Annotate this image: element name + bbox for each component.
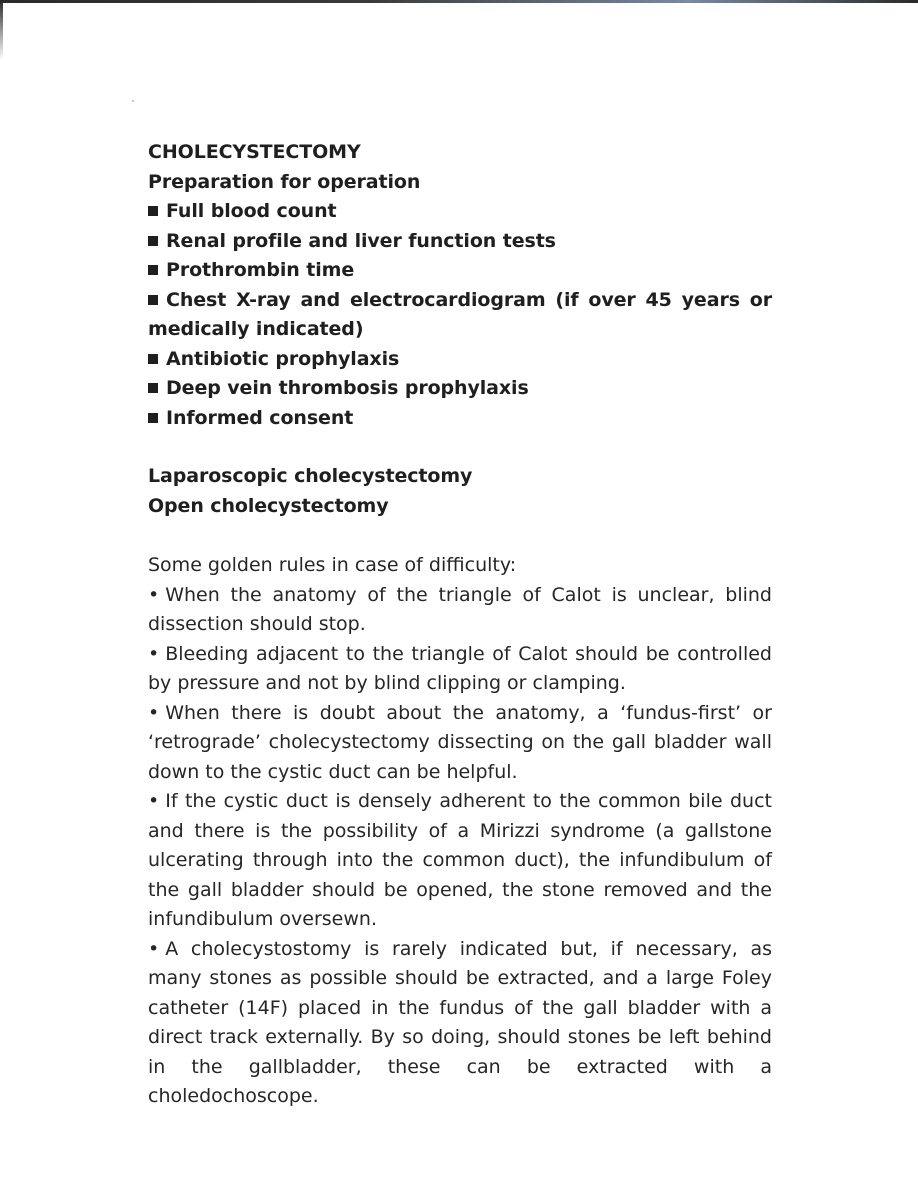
section-spacer <box>148 521 772 551</box>
rules-intro: Some golden rules in case of difficulty: <box>148 554 517 576</box>
preparation-item-text: Renal profile and liver function tests <box>166 229 556 252</box>
rule-text: When the anatomy of the triangle of Calot is unclear, blind dissection should stop. <box>148 583 772 635</box>
preparation-item <box>148 227 772 257</box>
document-body <box>148 132 772 1112</box>
rule-text: When there is doubt about the anatomy, a ‘fundus-first’ or ‘retrograde’ cholecystectomy dissecting on the gall bladder wall down to the cystic duct can be helpful. <box>148 701 772 783</box>
rule-item <box>148 581 772 640</box>
rule-item <box>148 640 772 699</box>
preparation-heading: Preparation for operation <box>148 170 421 193</box>
rule-text: Bleeding adjacent to the triangle of Calot should be controlled by pressure and not by blind clipping or clamping. <box>148 642 772 694</box>
square-bullet-icon <box>148 354 158 364</box>
rule-item <box>148 699 772 788</box>
preparation-item-text: Full blood count <box>166 200 337 222</box>
preparation-item <box>148 286 772 345</box>
square-bullet-icon <box>148 236 158 246</box>
square-bullet-icon <box>148 413 158 423</box>
preparation-item-text: Informed consent <box>166 406 354 429</box>
preparation-item <box>148 197 772 227</box>
preparation-item-text: Antibiotic prophylaxis <box>166 347 400 370</box>
section-spacer <box>148 433 772 462</box>
preparation-list <box>148 197 772 433</box>
preparation-item-text: Chest X-ray and electrocardiogram (if over 45 years or medically indicated) <box>148 288 772 340</box>
scan-border-top <box>0 0 918 3</box>
rules-list <box>148 581 772 1112</box>
preparation-item <box>148 345 772 375</box>
preparation-item <box>148 374 772 404</box>
preparation-item <box>148 404 772 434</box>
square-bullet-icon <box>148 265 158 275</box>
rule-text: If the cystic duct is densely adherent to the common bile duct and there is the possibility of a Mirizzi syndrome (a gallstone ulcerating through into the common duct), the infundibulum of the gall bladder should be opened, the stone removed and the infundibulum oversewn. <box>148 790 772 930</box>
rule-item <box>148 787 772 935</box>
scan-speck <box>132 100 134 102</box>
procedure-laparoscopic: Laparoscopic cholecystectomy <box>148 465 473 487</box>
rule-item <box>148 935 772 1112</box>
preparation-item <box>148 256 772 286</box>
bullet-dot-icon: • <box>148 937 160 960</box>
square-bullet-icon <box>148 295 158 305</box>
square-bullet-icon <box>148 383 158 393</box>
procedure-open: Open cholecystectomy <box>148 494 389 517</box>
bullet-dot-icon: • <box>148 701 160 724</box>
bullet-dot-icon: • <box>148 790 160 812</box>
bullet-dot-icon: • <box>148 583 160 606</box>
square-bullet-icon <box>148 206 158 216</box>
preparation-item-text: Deep vein thrombosis prophylaxis <box>166 377 529 399</box>
scan-border-left <box>0 0 3 60</box>
rule-text: A cholecystostomy is rarely indicated but, if necessary, as many stones as possible should be extracted, and a large Foley catheter (14F) placed in the fundus of the gall bladder with a direct track externally. By so doing, should stones be left behind in the gallbladder, these can be extracted with a choledochoscope. <box>148 937 772 1107</box>
document-title: CHOLECYSTECTOMY <box>148 141 361 163</box>
bullet-dot-icon: • <box>148 642 160 665</box>
preparation-item-text: Prothrombin time <box>166 259 355 281</box>
